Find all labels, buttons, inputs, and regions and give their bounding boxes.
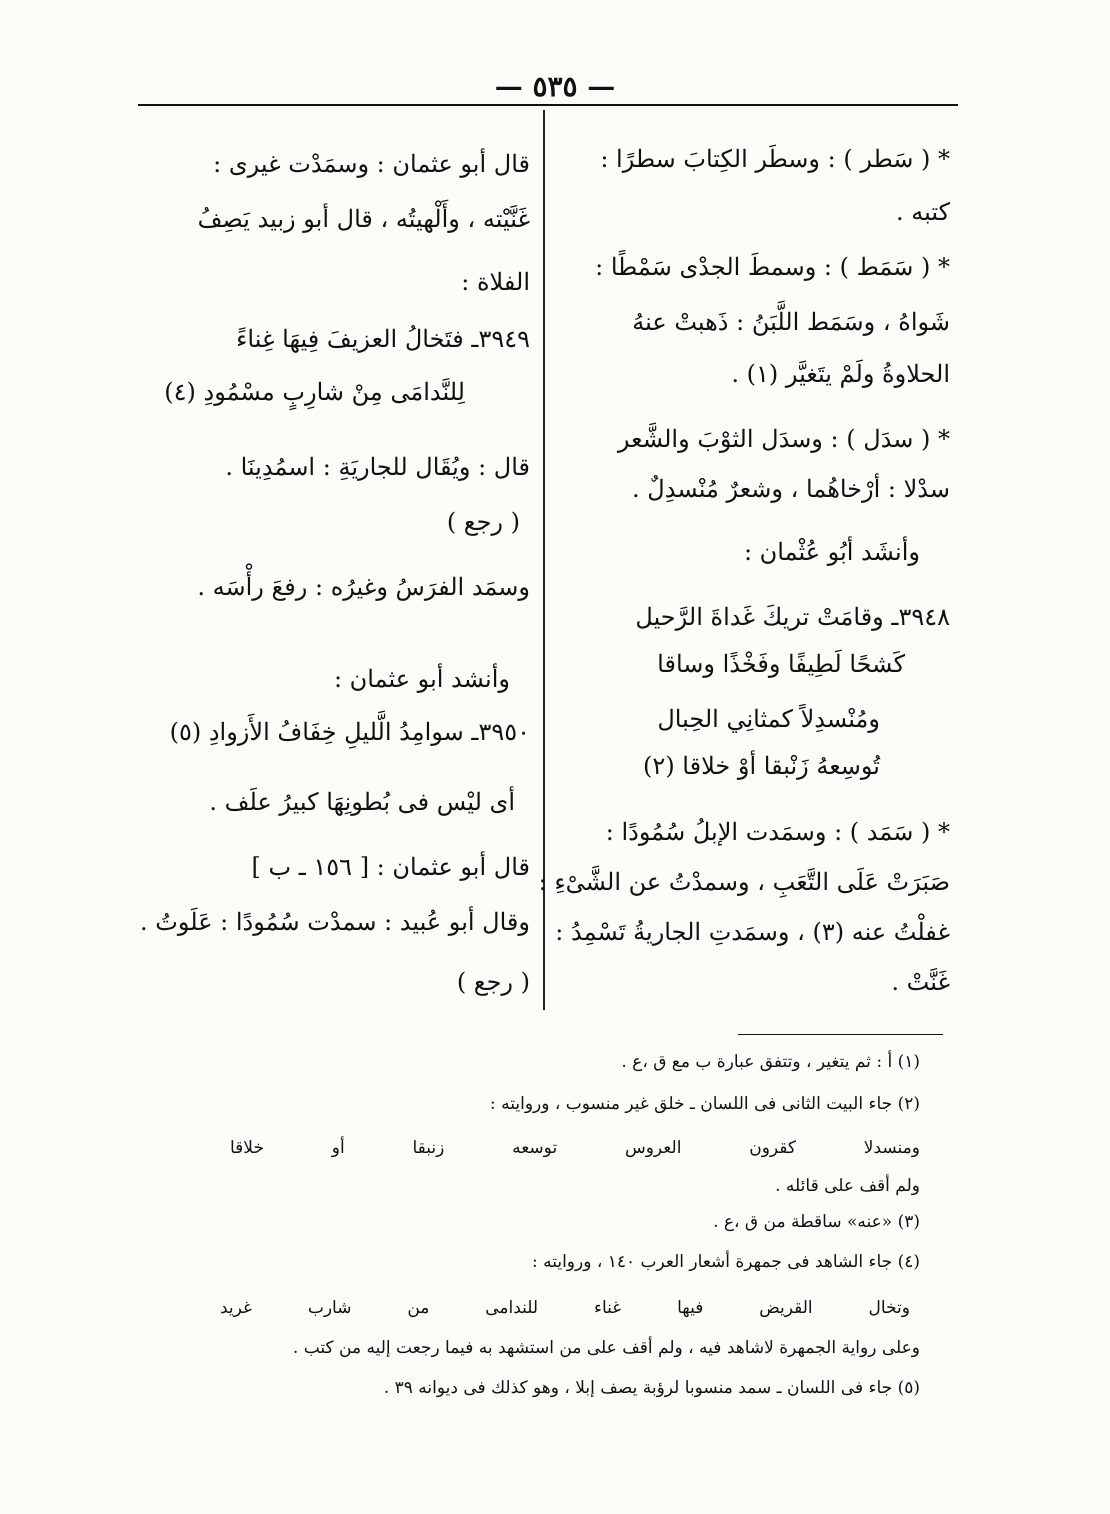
text-line: غَنَّتْ . <box>891 968 950 996</box>
text-line: وقال أبو عُبيد : سمدْت سُمُودًا : عَلَوتُ . <box>140 908 530 936</box>
verse-line: كَشحًا لَطِيفًا وفَخْذًا وساقا <box>657 650 905 678</box>
footnote-verse-word: غريد <box>220 1298 252 1318</box>
footnote: (٤) جاء الشاهد فى جمهرة أشعار العرب ١٤٠ ، وروايته : <box>531 1252 920 1272</box>
verse-line: ومُنْسدِلاً كمثانِي الحِبال <box>657 705 880 733</box>
text-line: * ( سَطر ) : وسطَر الكِتابَ سطرًا : <box>600 145 950 173</box>
footnote: (٢) جاء البيت الثانى فى اللسان ـ خلق غير منسوب ، وروايته : <box>490 1094 920 1114</box>
text-line: غفلْتُ عنه (٣) ، وسمَدتِ الجاريةُ تَسْمِدُ : <box>555 918 950 946</box>
footnote-verse-word: وتخال <box>868 1298 910 1318</box>
verse-line: تُوسِعهُ زَنْبقا أوْ خلاقا (٢) <box>643 752 880 780</box>
footnote-verse-word: شارب <box>307 1298 352 1318</box>
verse-line: ٣٩٤٨ـ وقامَتْ تريكَ غَداةَ الرَّحيل <box>635 603 950 631</box>
page-number: — ٥٣٥ — <box>494 70 616 103</box>
text-line: * ( سدَل ) : وسدَل الثوْبَ والشَّعر <box>617 425 950 453</box>
footnote-verse-word: كقرون <box>749 1138 796 1158</box>
verse-line: ٣٩٤٩ـ فتَخالُ العزيفَ فِيهَا غِناءً <box>236 325 530 353</box>
text-line: قال أبو عثمان : وسمَدْت غيرى : <box>213 150 530 178</box>
footnote: وعلى رواية الجمهرة لاشاهد فيه ، ولم أقف على من استشهد به فيما رجعت إليه من كتب . <box>292 1338 920 1358</box>
text-line: سدْلا : أرْخاهُما ، وشعرٌ مُنْسدِلٌ . <box>632 475 950 503</box>
text-line: * ( سَمَد ) : وسمَدت الإبلُ سُمُودًا : <box>605 818 950 846</box>
text-line: ( رجع ) <box>456 968 530 996</box>
footnote-verse-word: العروس <box>624 1138 682 1158</box>
footnote-verse-word: القريض <box>759 1298 813 1318</box>
footnote: (٥) جاء فى اللسان ـ سمد منسوبا لرؤبة يصف إبلا ، وهو كذلك فى ديوانه ٣٩ . <box>383 1378 920 1398</box>
verse-line: ٣٩٥٠ـ سوامِدُ الَّليلِ خِفَافُ الأَزوادِ (٥) <box>169 718 530 746</box>
footnote-rule <box>738 1034 943 1035</box>
text-line: ( رجع ) <box>446 508 520 536</box>
text-line: الحلاوةُ ولَمْ يتَغيَّر (١) . <box>731 360 950 388</box>
footnote-verse-word: للندامى <box>485 1298 539 1318</box>
text-line: وأنشد أبو عثمان : <box>333 665 510 693</box>
text-line: غَنَّيْته ، وأَلْهيتُه ، قال أبو زبيد يَصِفُ <box>197 205 530 233</box>
text-line: صَبَرَتْ عَلَى التَّعَبِ ، وسمدْتُ عن الشَّىْءِ : <box>538 868 950 896</box>
footnote: ولم أقف على قائله . <box>775 1176 920 1196</box>
footnote-verse <box>220 1298 910 1318</box>
footnote-verse-word: توسعه <box>512 1138 558 1158</box>
footnote: (٣) «عنه» ساقطة من ق ،ع . <box>713 1212 920 1232</box>
footnote-verse-word: زنبقا <box>412 1138 445 1158</box>
text-line: شَواهُ ، وسَمَط اللَّبَنُ : ذَهبتْ عنهُ <box>632 308 950 336</box>
footnote: (١) أ : ثم يتغير ، وتتفق عبارة ب مع ق ،ع . <box>621 1052 920 1072</box>
text-line: الفلاة : <box>461 268 530 296</box>
footnote-verse-word: غناء <box>593 1298 622 1318</box>
text-line: * ( سَمَط ) : وسمطَ الجدْى سَمْطًا : <box>595 253 950 281</box>
footnote-verse-word: خلاقا <box>230 1138 264 1158</box>
footnote-verse <box>230 1138 920 1158</box>
verse-line: لِلنَّدامَى مِنْ شارِبٍ مسْمُودِ (٤) <box>164 378 465 406</box>
footnote-verse-word: فيها <box>677 1298 704 1318</box>
verse-line: أى ليْس فى بُطونِهَا كبيرُ علَف . <box>209 788 515 816</box>
text-line: قال : ويُقَال للجاريَةِ : اسمُدِينَا . <box>225 453 530 481</box>
text-line: وأنشَد أبُو عُثْمان : <box>743 538 920 566</box>
header-rule <box>138 104 958 106</box>
footnote-verse-word: من <box>407 1298 430 1318</box>
text-line: كتبه . <box>895 198 950 226</box>
text-line: وسمَد الفرَسُ وغيرُه : رفعَ رأْسَه . <box>197 573 530 601</box>
footnote-verse-word: أو <box>331 1138 345 1158</box>
text-line: قال أبو عثمان : [ ١٥٦ ـ ب ] <box>251 853 530 881</box>
footnote-verse-word: ومنسدلا <box>863 1138 920 1158</box>
